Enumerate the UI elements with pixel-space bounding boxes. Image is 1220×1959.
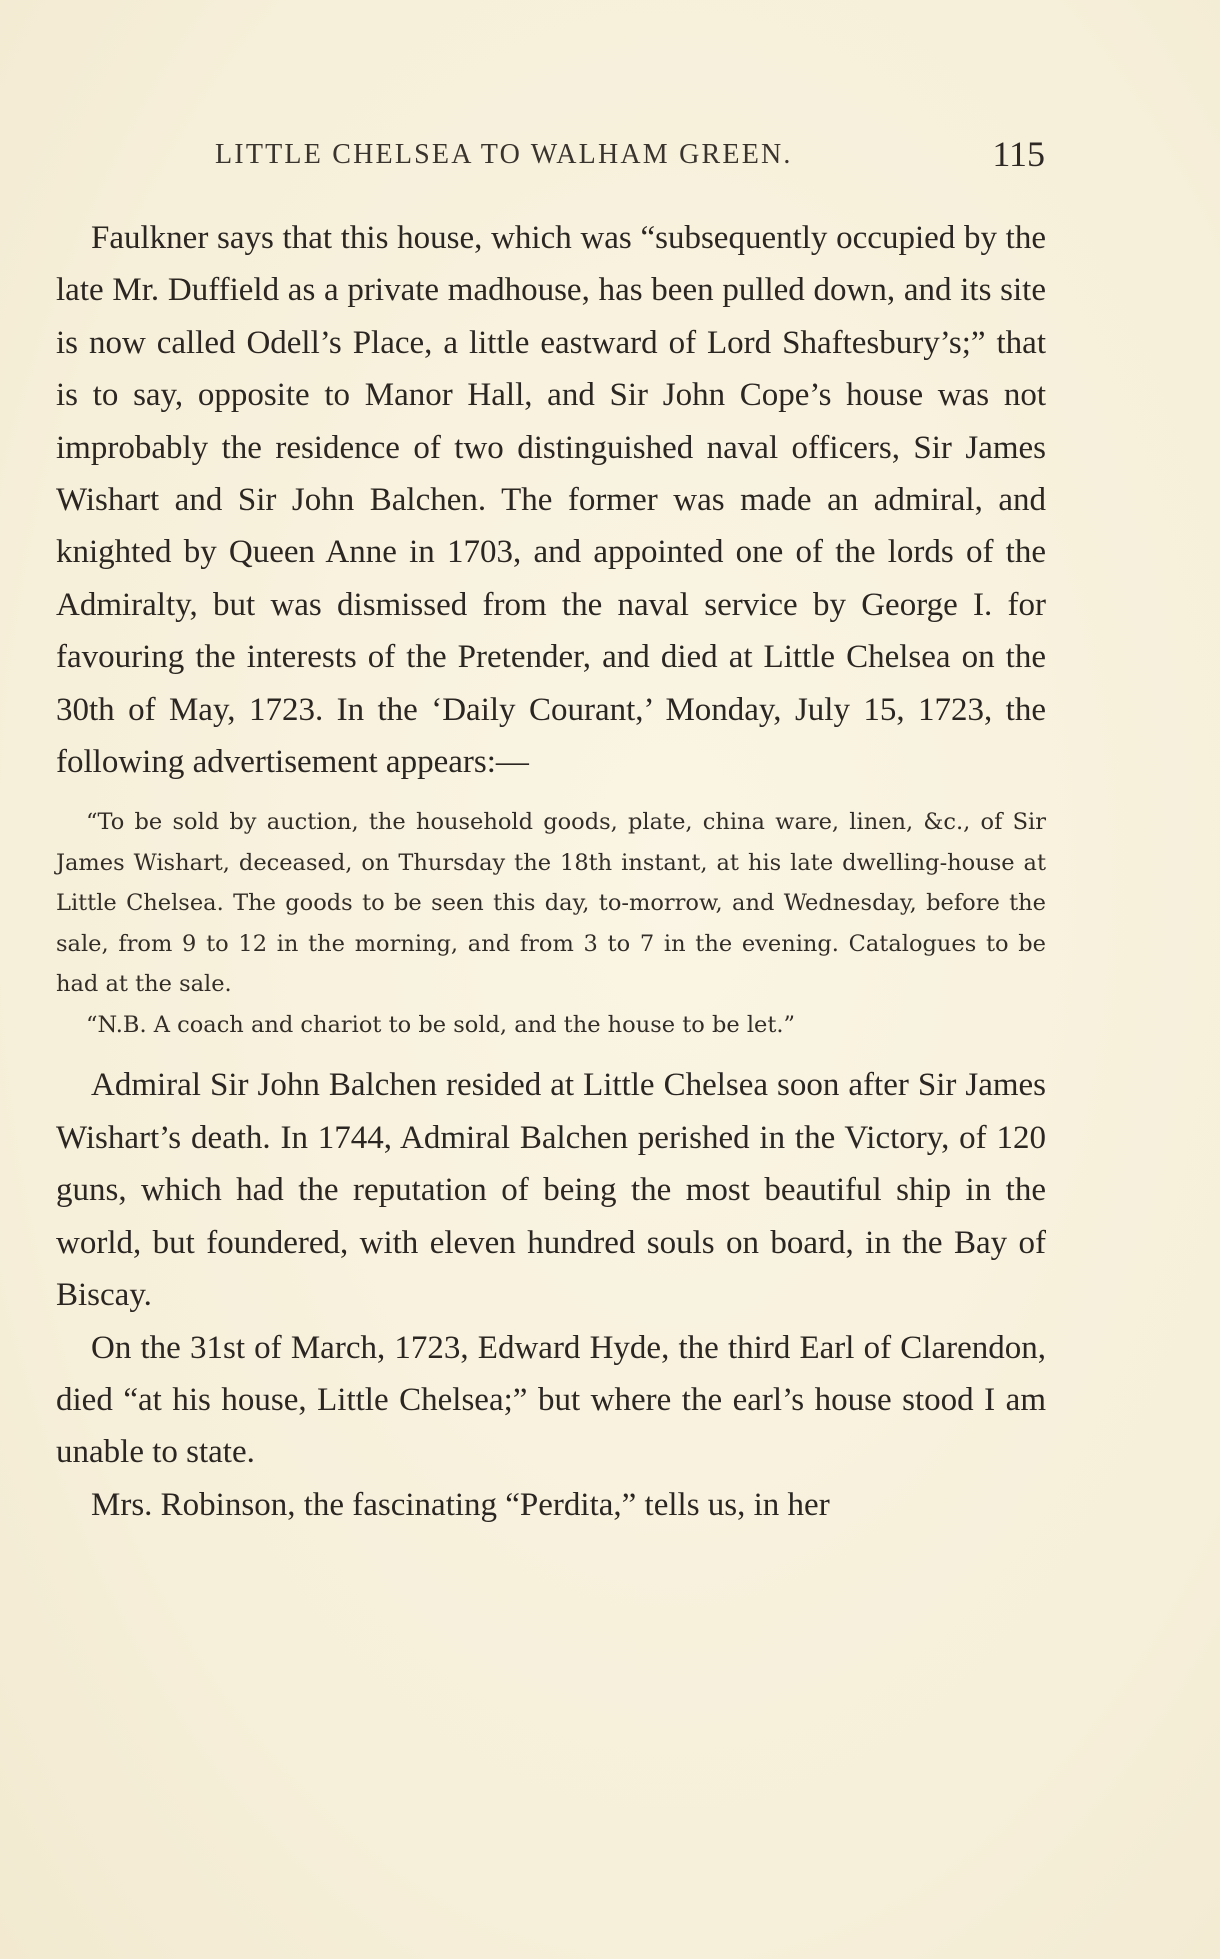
quote-auction-notice: “To be sold by auction, the household goods, plate, china ware, linen, &c., of Sir James Wishart, deceased, on Thursday the 18th instant, at his late dwelling-house at Little Chelsea. The goods to be seen this day, to-morrow, and Wednesday, before the sale, from 9 to 12 in the morning, and from 3 to 7 in the evening. Catalogues to be had at the sale. — [56, 809, 1046, 998]
running-head — [215, 133, 1045, 173]
quote-nota-bene: “N.B. A coach and chariot to be sold, and the house to be let.” — [86, 1011, 796, 1038]
body-text — [56, 212, 1046, 1531]
running-head-title: LITTLE CHELSEA TO WALHAM GREEN. — [215, 139, 793, 170]
paragraph-faulkner: Faulkner says that this house, which was “subsequently occupied by the late Mr. Duffield as a private madhouse, has been pulled down, and its site is now called Odell’s Place, a little eastward of Lord Shaftesbury’s;” that is to say, opposite to Manor Hall, and Sir John Cope’s house was not improbably the residence of two distinguished naval officers, Sir James Wishart and Sir John Balchen. The former was made an admiral, and knighted by Queen Anne in 1703, and appointed one of the lords of the Admiralty, but was dismissed from the naval service by George I. for favouring the interests of the Pretender, and died at Little Chelsea on the 30th of May, 1723. In the ‘Daily Courant,’ Monday, July 15, 1723, the following advertisement appears:— — [56, 220, 1046, 781]
page-number: 115 — [992, 134, 1045, 174]
paragraph-balchen: Admiral Sir John Balchen resided at Little Chelsea soon after Sir James Wishart’s death. In 1744, Admiral Balchen perished in the Victory, of 120 guns, which had the reputation of being the most beautiful ship in the world, but foundered, with eleven hundred souls on board, in the Bay of Biscay. — [56, 1067, 1046, 1314]
advertisement-quote — [56, 802, 1046, 1045]
paragraph-clarendon: On the 31st of March, 1723, Edward Hyde, the third Earl of Clarendon, died “at his house, Little Chelsea;” but where the earl’s house stood I am unable to state. — [56, 1329, 1046, 1471]
paragraph-robinson: Mrs. Robinson, the fascinating “Perdita,” tells us, in her — [91, 1486, 830, 1523]
